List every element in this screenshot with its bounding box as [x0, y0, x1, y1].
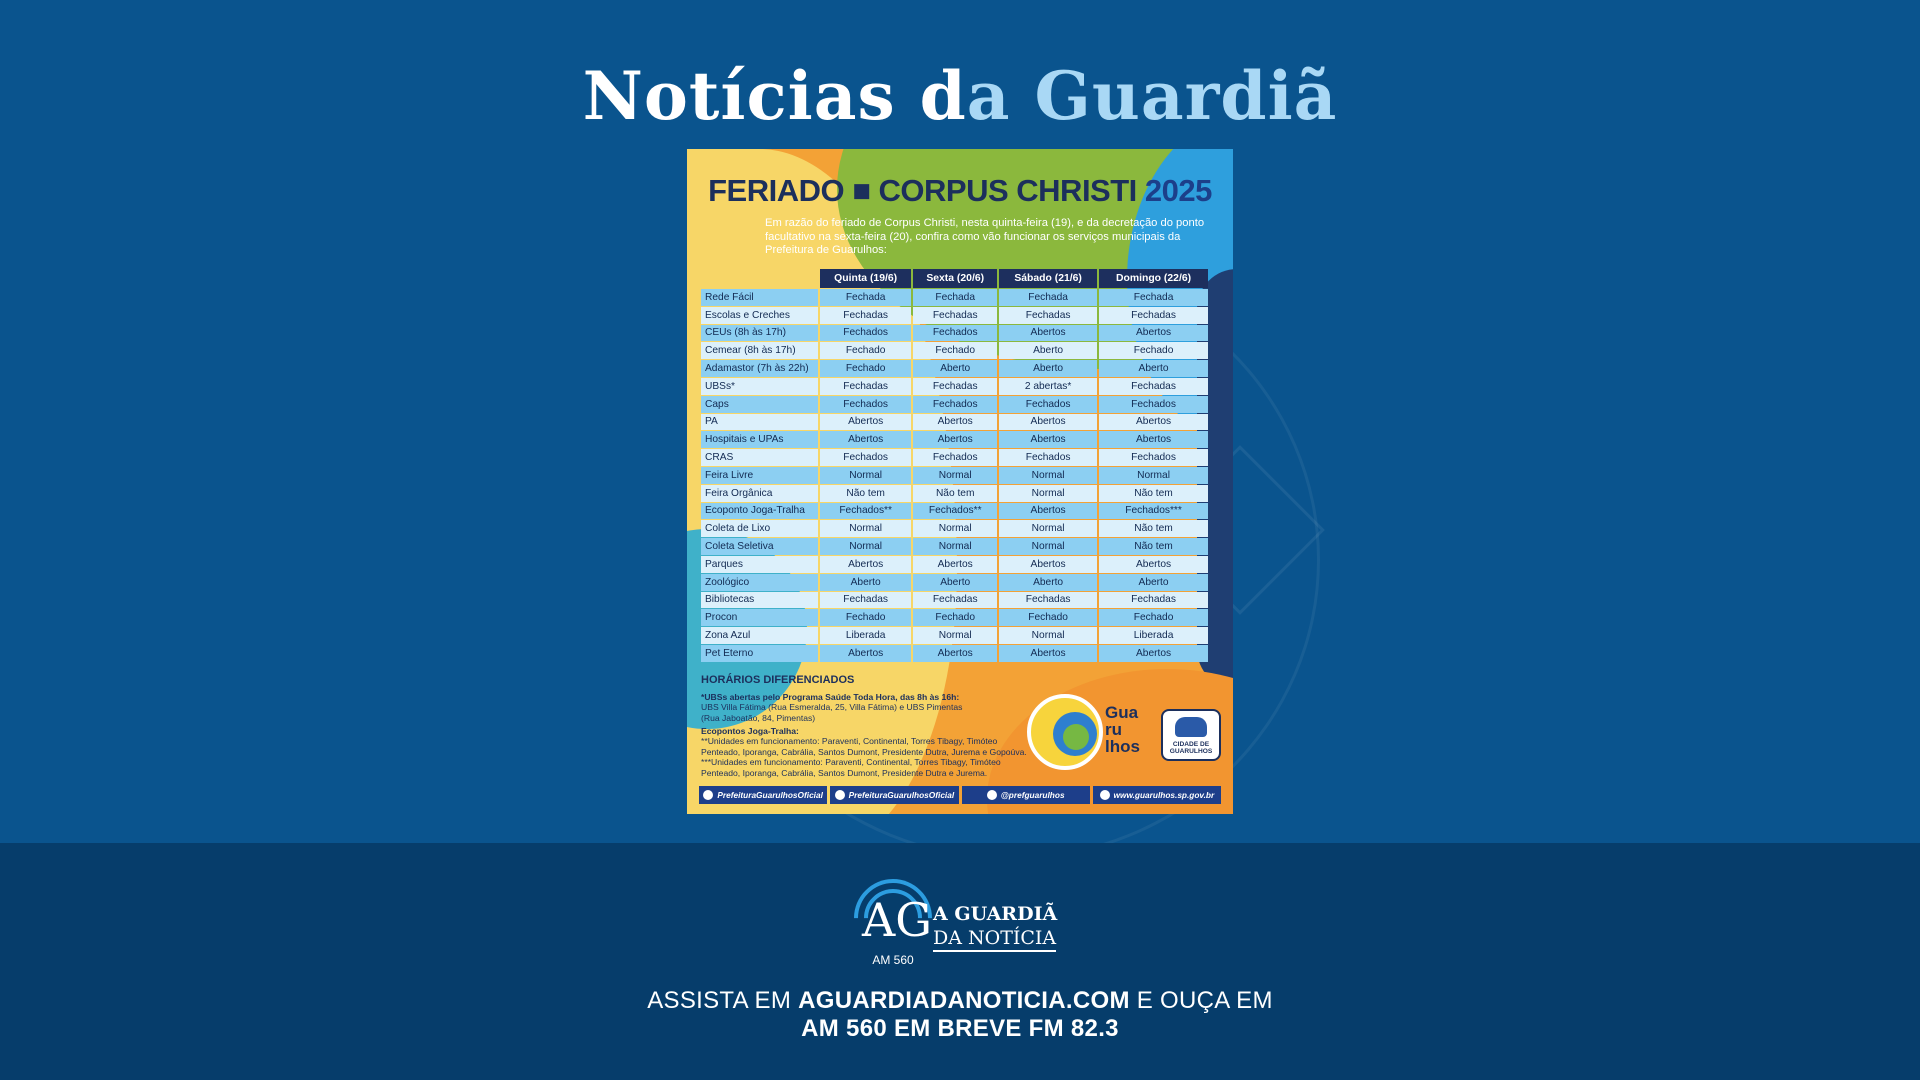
status-cell: Normal: [913, 627, 997, 644]
table-row: [701, 378, 1208, 395]
table-row: [701, 325, 1208, 342]
status-cell: Aberto: [999, 342, 1097, 359]
status-cell: Fechados: [999, 449, 1097, 466]
status-cell: Abertos: [820, 556, 911, 573]
logo-circle: [1063, 724, 1089, 750]
status-cell: Fechadas: [820, 307, 911, 324]
service-name: Cemear (8h às 17h): [701, 342, 818, 359]
crest-shield: [1175, 717, 1207, 737]
status-cell: Fechadas: [820, 592, 911, 609]
service-name: CRAS: [701, 449, 818, 466]
status-cell: Aberto: [820, 574, 911, 591]
status-cell: Fechados**: [820, 503, 911, 520]
status-cell: Fechadas: [913, 592, 997, 609]
masthead-part2: a Guardiã: [966, 57, 1338, 135]
status-cell: Aberto: [1099, 360, 1208, 377]
table-row: [701, 431, 1208, 448]
service-name: Feira Orgânica: [701, 485, 818, 502]
status-cell: Abertos: [913, 645, 997, 662]
status-cell: Normal: [913, 538, 997, 555]
social-website: [1093, 786, 1221, 804]
status-cell: Aberto: [999, 360, 1097, 377]
ubs-notes: [701, 692, 1041, 723]
status-cell: Abertos: [1099, 414, 1208, 431]
status-cell: Fechada: [913, 289, 997, 306]
status-cell: Fechados: [1099, 449, 1208, 466]
brand-name: A GUARDIÃ: [933, 903, 1058, 925]
schedule-table: [699, 268, 1210, 663]
status-cell: Abertos: [1099, 556, 1208, 573]
horarios-title: HORÁRIOS DIFERENCIADOS: [701, 674, 855, 686]
service-name: Rede Fácil: [701, 289, 818, 306]
status-cell: Abertos: [913, 414, 997, 431]
table-row: [701, 592, 1208, 609]
crest-text: GUARULHOS: [1169, 748, 1213, 755]
instagram-icon: [703, 790, 713, 800]
status-cell: Abertos: [999, 645, 1097, 662]
status-cell: Fechado: [913, 342, 997, 359]
status-cell: Fechados: [913, 325, 997, 342]
status-cell: Não tem: [1099, 538, 1208, 555]
table-header-cell: Sábado (21/6): [999, 269, 1097, 288]
status-cell: Fechadas: [999, 307, 1097, 324]
service-name: Coleta de Lixo: [701, 520, 818, 537]
status-cell: Normal: [1099, 467, 1208, 484]
status-cell: Fechadas: [1099, 592, 1208, 609]
service-name: Coleta Seletiva: [701, 538, 818, 555]
status-cell: Normal: [913, 520, 997, 537]
brand-am: AM 560: [872, 953, 914, 967]
table-row: [701, 556, 1208, 573]
status-cell: Fechados***: [1099, 503, 1208, 520]
service-name: Pet Eterno: [701, 645, 818, 662]
guarulhos-logo-icon: [1027, 694, 1103, 770]
status-cell: Fechados**: [913, 503, 997, 520]
city-crest-icon: [1161, 709, 1221, 761]
service-name: Parques: [701, 556, 818, 573]
status-cell: Não tem: [820, 485, 911, 502]
status-cell: Abertos: [913, 431, 997, 448]
service-name: Escolas e Creches: [701, 307, 818, 324]
cta-line2: AM 560 EM BREVE FM 82.3: [801, 1015, 1119, 1042]
status-cell: Fechado: [820, 609, 911, 626]
holiday-poster: [687, 149, 1233, 814]
status-cell: Abertos: [820, 645, 911, 662]
table-row: [701, 342, 1208, 359]
status-cell: Fechados: [999, 396, 1097, 413]
status-cell: Fechados: [913, 449, 997, 466]
logo-text-line: lhos: [1105, 737, 1140, 756]
status-cell: Fechadas: [913, 378, 997, 395]
status-cell: Fechados: [820, 396, 911, 413]
poster-title-year: 2025: [1144, 173, 1212, 208]
status-cell: Não tem: [1099, 485, 1208, 502]
status-cell: Aberto: [913, 574, 997, 591]
status-cell: Fechado: [913, 609, 997, 626]
status-cell: Abertos: [999, 503, 1097, 520]
status-cell: Fechada: [1099, 289, 1208, 306]
table-row: [701, 467, 1208, 484]
service-name: CEUs (8h às 17h): [701, 325, 818, 342]
table-row: [701, 307, 1208, 324]
status-cell: Normal: [999, 538, 1097, 555]
status-cell: Fechadas: [999, 592, 1097, 609]
masthead: [0, 56, 1920, 136]
status-cell: Fechado: [999, 609, 1097, 626]
table-header-blank: [701, 269, 818, 288]
status-cell: Abertos: [999, 431, 1097, 448]
cta-middle: E OUÇA EM: [1129, 987, 1273, 1014]
status-cell: Fechado: [820, 360, 911, 377]
social-facebook: [830, 786, 958, 804]
status-cell: Fechados: [820, 449, 911, 466]
masthead-part1: Notícias d: [582, 57, 967, 135]
status-cell: Liberada: [1099, 627, 1208, 644]
social-label: PrefeituraGuarulhosOficial: [717, 790, 823, 800]
status-cell: Normal: [999, 627, 1097, 644]
table-header-row: [701, 269, 1208, 288]
table-row: [701, 520, 1208, 537]
status-cell: Aberto: [913, 360, 997, 377]
status-cell: Fechadas: [1099, 307, 1208, 324]
service-name: Zona Azul: [701, 627, 818, 644]
service-name: Bibliotecas: [701, 592, 818, 609]
social-instagram: [699, 786, 827, 804]
service-name: Hospitais e UPAs: [701, 431, 818, 448]
status-cell: Abertos: [1099, 431, 1208, 448]
eco-text2: ***Unidades em funcionamento: Paraventi, Continental, Torres Tibagy, Timóteo Penteado, Iporanga, Cabrália, Santos Dumont, Presidente Dutra e Jurema.: [701, 757, 1001, 778]
status-cell: Abertos: [1099, 645, 1208, 662]
social-label: www.guarulhos.sp.gov.br: [1113, 790, 1215, 800]
cta-prefix: ASSISTA EM: [647, 987, 799, 1014]
service-name: Zoológico: [701, 574, 818, 591]
logo-text-line: Gua: [1105, 703, 1139, 722]
poster-title: [687, 173, 1233, 209]
crest-text: CIDADE DE: [1172, 741, 1210, 748]
status-cell: Aberto: [999, 574, 1097, 591]
status-cell: Normal: [820, 467, 911, 484]
status-cell: Abertos: [820, 414, 911, 431]
status-cell: Normal: [820, 538, 911, 555]
globe-icon: [1100, 790, 1110, 800]
table-row: [701, 485, 1208, 502]
status-cell: Fechada: [999, 289, 1097, 306]
table-row: [701, 609, 1208, 626]
status-cell: Normal: [913, 467, 997, 484]
brand-logo-letters: AG: [862, 893, 932, 947]
status-cell: Fechado: [1099, 342, 1208, 359]
status-cell: Não tem: [1099, 520, 1208, 537]
service-name: Feira Livre: [701, 467, 818, 484]
poster-title-text: FERIADO ■ CORPUS CHRISTI: [708, 173, 1137, 208]
status-cell: Fechados: [1099, 396, 1208, 413]
status-cell: Abertos: [1099, 325, 1208, 342]
status-cell: Abertos: [820, 431, 911, 448]
table-row: [701, 503, 1208, 520]
status-cell: Liberada: [820, 627, 911, 644]
social-label: PrefeituraGuarulhosOficial: [848, 790, 955, 800]
footer-banner: [0, 843, 1920, 1080]
poster-intro: Em razão do feriado de Corpus Christi, nesta quinta-feira (19), e da decretação do ponto facultativo na sexta-feira (20), confira como vão funcionar os serviços municipais da Prefeitura de Guarulhos:: [765, 217, 1205, 256]
guarulhos-logo-text: [1105, 704, 1155, 755]
table-row: [701, 538, 1208, 555]
status-cell: 2 abertas*: [999, 378, 1097, 395]
service-name: Caps: [701, 396, 818, 413]
table-row: [701, 574, 1208, 591]
tiktok-icon: [987, 790, 997, 800]
social-bar: [699, 786, 1221, 804]
ubs-heading: *UBSs abertas pelo Programa Saúde Toda Hora, das 8h às 16h:: [701, 692, 960, 702]
status-cell: Normal: [999, 485, 1097, 502]
status-cell: Fechados: [913, 396, 997, 413]
brand-subtitle: DA NOTÍCIA: [933, 926, 1056, 952]
status-cell: Fechado: [1099, 609, 1208, 626]
status-cell: Fechada: [820, 289, 911, 306]
table-row: [701, 414, 1208, 431]
table-header-cell: Quinta (19/6): [820, 269, 911, 288]
status-cell: Abertos: [913, 556, 997, 573]
service-name: UBSs*: [701, 378, 818, 395]
ecoponto-notes: [701, 726, 1031, 778]
social-tiktok: [962, 786, 1090, 804]
table-row: [701, 627, 1208, 644]
status-cell: Fechado: [820, 342, 911, 359]
eco-text1: **Unidades em funcionamento: Paraventi, Continental, Torres Tibagy, Timóteo Penteado, Iporanga, Cabrália, Santos Dumont, Presidente Dutra, Jurema e Gopoúva.: [701, 736, 1027, 757]
cta-site: AGUARDIADANOTICIA.COM: [798, 987, 1130, 1014]
service-name: Adamastor (7h às 22h): [701, 360, 818, 377]
table-header-cell: Sexta (20/6): [913, 269, 997, 288]
service-name: Ecoponto Joga-Tralha: [701, 503, 818, 520]
ubs-text1: UBS Villa Fátima (Rua Esmeralda, 25, Villa Fátima) e UBS Pimentas: [701, 702, 963, 713]
ubs-text2: (Rua Jaboatão, 84, Pimentas): [701, 712, 816, 723]
table-row: [701, 449, 1208, 466]
status-cell: Não tem: [913, 485, 997, 502]
status-cell: Aberto: [1099, 574, 1208, 591]
call-to-action: [0, 987, 1920, 1043]
status-cell: Abertos: [999, 414, 1097, 431]
eco-heading: Ecopontos Joga-Tralha:: [701, 726, 799, 736]
status-cell: Abertos: [999, 325, 1097, 342]
logo-text-line: ru: [1105, 720, 1122, 739]
service-name: Procon: [701, 609, 818, 626]
table-header-cell: Domingo (22/6): [1099, 269, 1208, 288]
status-cell: Fechados: [820, 325, 911, 342]
social-label: @prefguarulhos: [1000, 790, 1065, 800]
status-cell: Normal: [999, 467, 1097, 484]
service-name: PA: [701, 414, 818, 431]
table-row: [701, 289, 1208, 306]
facebook-icon: [835, 790, 845, 800]
status-cell: Normal: [999, 520, 1097, 537]
status-cell: Fechadas: [913, 307, 997, 324]
status-cell: Fechadas: [1099, 378, 1208, 395]
table-row: [701, 645, 1208, 662]
status-cell: Abertos: [999, 556, 1097, 573]
table-row: [701, 396, 1208, 413]
status-cell: Fechadas: [820, 378, 911, 395]
status-cell: Normal: [820, 520, 911, 537]
table-row: [701, 360, 1208, 377]
